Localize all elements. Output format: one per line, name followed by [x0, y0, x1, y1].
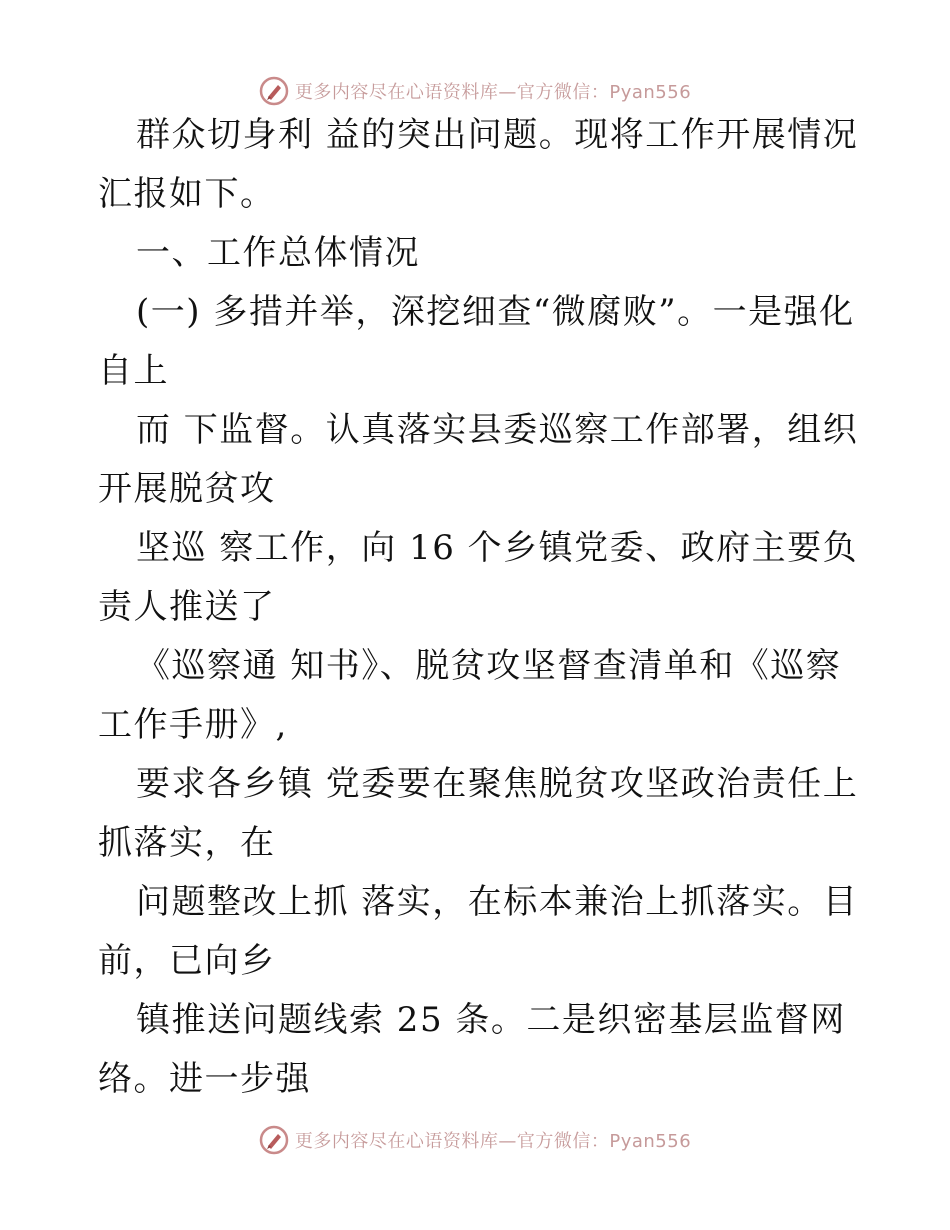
text-line: 群众切身利 益的突出问题。现将工作开展情况 [136, 115, 859, 155]
text-line: 汇报如下。 [98, 174, 276, 214]
text-line: 责人推送了 [98, 587, 276, 627]
text-line: 络。进一步强 [98, 1059, 311, 1099]
text-line: 自上 [98, 351, 169, 391]
text-line: 开展脱贫攻 [98, 469, 276, 509]
header-watermark [0, 71, 950, 111]
document-body [98, 115, 859, 1121]
text-line: 镇推送问题线索 25 条。二是织密基层监督网 [136, 1000, 846, 1040]
text-line: 要求各乡镇 党委要在聚焦脱贫攻坚政治责任上 [136, 764, 859, 804]
text-line: 工作手册》, [98, 705, 288, 745]
section-heading: 一、工作总体情况 [136, 233, 420, 273]
text-line: 坚巡 察工作，向 16 个乡镇党委、政府主要负 [136, 528, 859, 568]
text-line: 抓落实，在 [98, 823, 276, 863]
text-line: 前，已向乡 [98, 941, 276, 981]
text-line: 《巡察通 知书》、脱贫攻坚督查清单和《巡察 [136, 646, 842, 686]
pen-logo-icon [259, 76, 289, 106]
subsection-heading: (一) 多措并举，深挖细查“微腐败”。一是强化 [136, 292, 855, 332]
text-line: 而 下监督。认真落实县委巡察工作部署，组织 [136, 410, 859, 450]
watermark-text: 更多内容尽在心语资料库—官方微信：Pyan556 [294, 82, 692, 103]
pen-logo-icon [259, 1125, 289, 1155]
text-line: 问题整改上抓 落实，在标本兼治上抓落实。目 [136, 882, 859, 922]
footer-watermark [0, 1120, 950, 1160]
watermark-text: 更多内容尽在心语资料库—官方微信：Pyan556 [294, 1131, 692, 1152]
